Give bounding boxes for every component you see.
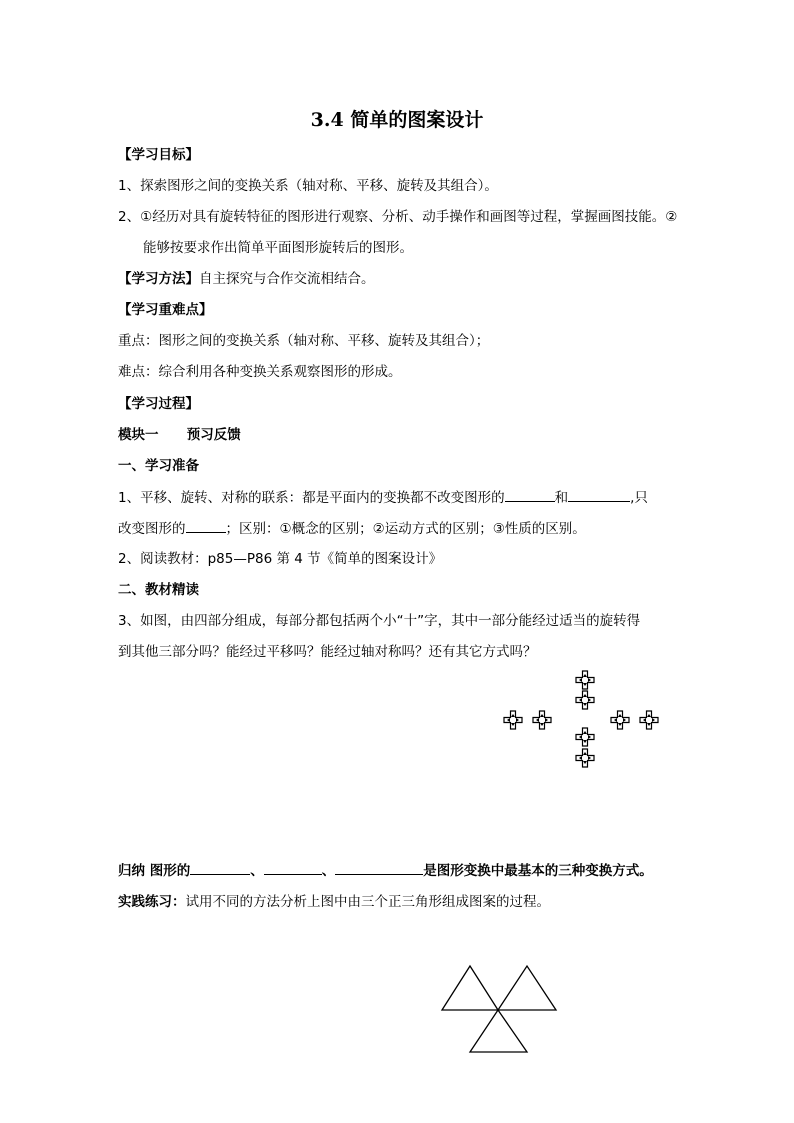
module-heading: 模块一 预习反馈	[118, 427, 241, 443]
cross-icon	[640, 711, 658, 729]
cross-icon	[611, 711, 629, 729]
triangle-right	[498, 966, 556, 1010]
summary-separator-1: 、	[250, 863, 264, 879]
answer-blank[interactable]	[190, 860, 250, 875]
method-line	[118, 269, 375, 289]
answer-blank[interactable]	[186, 518, 226, 533]
practice-label: 实践练习：	[118, 894, 186, 910]
objectives-heading: 【学习目标】	[118, 147, 199, 163]
process-heading: 【学习过程】	[118, 396, 199, 412]
key-point-text: 重点：图形之间的变换关系（轴对称、平移、旋转及其组合）；	[118, 333, 490, 349]
prep-q1-line2-text-1: 改变图形的	[118, 521, 186, 537]
objective-item-2-line-1: 2、①经历对具有旋转特征的图形进行观察、分析、动手操作和画图等过程，掌握画图技能。②	[118, 209, 678, 225]
practice-line	[118, 892, 550, 912]
summary-text-1: 图形的	[145, 863, 191, 879]
answer-blank[interactable]	[568, 487, 630, 502]
cross-icon	[576, 671, 594, 689]
summary-label: 归纳	[118, 863, 145, 879]
reading-question-3-line-2: 到其他三部分吗？能经过平移吗？能经过轴对称吗？还有其它方式吗？	[118, 644, 537, 660]
summary-text-2: 是图形变换中最基本的三种变换方式。	[423, 863, 653, 879]
cross-icon	[576, 691, 594, 709]
objective-item-1: 1、探索图形之间的变换关系（轴对称、平移、旋转及其组合）。	[118, 178, 498, 194]
page-title: 3.4 简单的图案设计	[310, 109, 484, 131]
reading-heading: 二、教材精读	[118, 582, 199, 598]
practice-text: 试用不同的方法分析上图中由三个正三角形组成图案的过程。	[185, 894, 550, 910]
key-points-heading: 【学习重难点】	[118, 302, 213, 318]
summary-separator-2: 、	[321, 863, 336, 879]
difficulty-text: 难点：综合利用各种变换关系观察图形的形成。	[118, 364, 402, 380]
cross-icon	[533, 711, 551, 729]
triangle-bottom	[470, 1010, 527, 1052]
triangle-left	[442, 966, 498, 1010]
reading-question-3-line-1: 3、如图，由四部分组成，每部分都包括两个小“十”字，其中一部分能经过适当的旋转得	[118, 613, 641, 629]
answer-blank[interactable]	[505, 487, 555, 502]
cross-icon	[504, 711, 522, 729]
method-text: 自主探究与合作交流相结合。	[199, 271, 375, 287]
prep-q1-line2-text-2: ；区别：①概念的区别；②运动方式的区别；③性质的区别。	[225, 521, 586, 537]
prep-q1-text-1: 1、平移、旋转、对称的联系：都是平面内的变换都不改变图形的	[118, 490, 505, 506]
prep-question-1-line-1	[118, 487, 648, 508]
objective-item-2-line-2: 能够按要求作出简单平面图形旋转后的图形。	[143, 240, 413, 256]
method-heading: 【学习方法】	[118, 271, 199, 287]
prep-q1-text-3: ,只	[630, 490, 648, 506]
prep-question-2: 2、阅读教材：p85—P86 第 4 节《简单的图案设计》	[118, 551, 443, 567]
answer-blank[interactable]	[335, 860, 423, 875]
answer-blank[interactable]	[264, 860, 322, 875]
prep-heading: 一、学习准备	[118, 458, 199, 474]
summary-line	[118, 860, 653, 881]
prep-question-1-line-2	[118, 518, 586, 539]
prep-q1-text-2: 和	[554, 490, 569, 506]
cross-icon	[576, 728, 594, 746]
cross-icon	[576, 749, 594, 767]
